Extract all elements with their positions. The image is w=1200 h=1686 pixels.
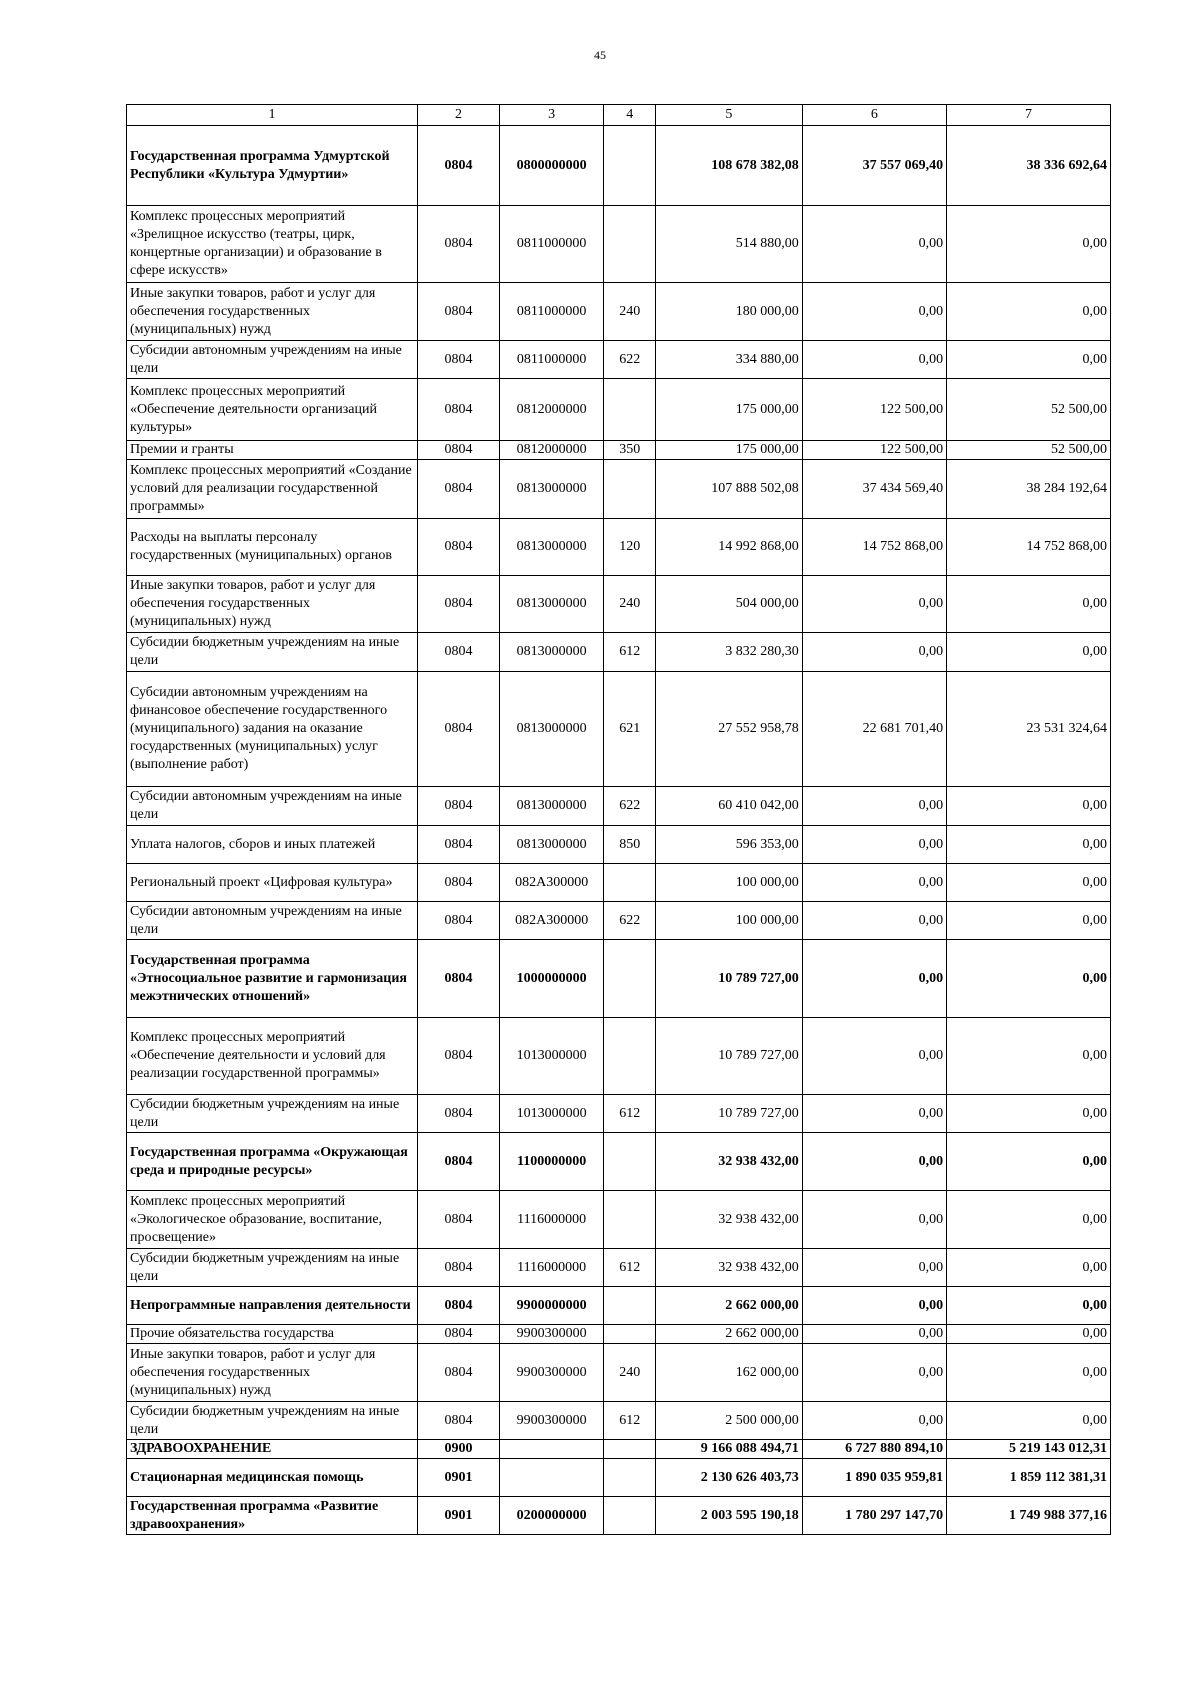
expense-type-cell — [604, 1325, 656, 1344]
amount-col5-cell: 10 789 727,00 — [656, 940, 803, 1018]
section-code-cell: 0804 — [417, 1095, 499, 1133]
section-code-cell: 0804 — [417, 1191, 499, 1249]
row-name-cell: Премии и гранты — [127, 441, 418, 460]
amount-col6-cell: 0,00 — [802, 1249, 946, 1287]
row-name-cell: Иные закупки товаров, работ и услуг для обеспечения государственных (муниципальных) нужд — [127, 283, 418, 341]
amount-col5-cell: 334 880,00 — [656, 341, 803, 379]
table-row — [127, 519, 1111, 576]
table-row — [127, 1287, 1111, 1325]
table-row — [127, 441, 1111, 460]
expense-type-cell: 612 — [604, 633, 656, 672]
target-code-cell: 0811000000 — [499, 206, 604, 283]
expense-type-cell: 120 — [604, 519, 656, 576]
row-name-cell: Государственная программа «Этносоциальное развитие и гармонизация межэтнических отношений» — [127, 940, 418, 1018]
expense-type-cell — [604, 1459, 656, 1497]
section-code-cell: 0804 — [417, 379, 499, 441]
section-code-cell: 0804 — [417, 1325, 499, 1344]
row-name-cell: Субсидии бюджетным учреждениям на иные цели — [127, 633, 418, 672]
expense-type-cell — [604, 1497, 656, 1535]
expense-type-cell: 612 — [604, 1095, 656, 1133]
section-code-cell: 0901 — [417, 1459, 499, 1497]
amount-col5-cell: 100 000,00 — [656, 864, 803, 902]
amount-col5-cell: 100 000,00 — [656, 902, 803, 940]
amount-col5-cell: 10 789 727,00 — [656, 1095, 803, 1133]
amount-col7-cell: 0,00 — [947, 787, 1111, 826]
target-code-cell: 1013000000 — [499, 1095, 604, 1133]
expense-type-cell: 622 — [604, 787, 656, 826]
target-code-cell: 0813000000 — [499, 633, 604, 672]
table-body — [127, 126, 1111, 1535]
section-code-cell: 0804 — [417, 940, 499, 1018]
amount-col5-cell: 162 000,00 — [656, 1344, 803, 1402]
row-name-cell: Субсидии автономным учреждениям на иные цели — [127, 902, 418, 940]
expense-type-cell: 612 — [604, 1402, 656, 1440]
amount-col5-cell: 2 003 595 190,18 — [656, 1497, 803, 1535]
amount-col5-cell: 27 552 958,78 — [656, 672, 803, 787]
section-code-cell: 0804 — [417, 826, 499, 864]
row-name-cell: Субсидии автономным учреждениям на иные цели — [127, 787, 418, 826]
amount-col7-cell: 0,00 — [947, 576, 1111, 633]
amount-col6-cell: 122 500,00 — [802, 441, 946, 460]
expense-type-cell: 612 — [604, 1249, 656, 1287]
section-code-cell: 0804 — [417, 206, 499, 283]
row-name-cell: Прочие обязательства государства — [127, 1325, 418, 1344]
amount-col7-cell: 23 531 324,64 — [947, 672, 1111, 787]
target-code-cell: 0813000000 — [499, 672, 604, 787]
row-name-cell: Комплекс процессных мероприятий «Обеспечение деятельности и условий для реализации государственной программы» — [127, 1018, 418, 1095]
table-row — [127, 126, 1111, 206]
table-row — [127, 460, 1111, 519]
amount-col7-cell: 5 219 143 012,31 — [947, 1440, 1111, 1459]
row-name-cell: Государственная программа «Окружающая среда и природные ресурсы» — [127, 1133, 418, 1191]
target-code-cell: 0813000000 — [499, 787, 604, 826]
expense-type-cell — [604, 379, 656, 441]
amount-col5-cell: 514 880,00 — [656, 206, 803, 283]
expense-type-cell — [604, 206, 656, 283]
row-name-cell: Субсидии бюджетным учреждениям на иные цели — [127, 1249, 418, 1287]
table-row — [127, 1018, 1111, 1095]
expense-type-cell — [604, 940, 656, 1018]
row-name-cell: Комплекс процессных мероприятий «Зрелищное искусство (театры, цирк, концертные организации) и образование в сфере искусств» — [127, 206, 418, 283]
target-code-cell: 0813000000 — [499, 576, 604, 633]
amount-col5-cell: 180 000,00 — [656, 283, 803, 341]
amount-col5-cell: 60 410 042,00 — [656, 787, 803, 826]
amount-col5-cell: 107 888 502,08 — [656, 460, 803, 519]
amount-col5-cell: 2 500 000,00 — [656, 1402, 803, 1440]
row-name-cell: Комплекс процессных мероприятий «Экологическое образование, воспитание, просвещение» — [127, 1191, 418, 1249]
table-row — [127, 672, 1111, 787]
amount-col6-cell: 122 500,00 — [802, 379, 946, 441]
target-code-cell: 9900300000 — [499, 1402, 604, 1440]
section-code-cell: 0804 — [417, 787, 499, 826]
target-code-cell: 0800000000 — [499, 126, 604, 206]
amount-col6-cell: 0,00 — [802, 787, 946, 826]
table-row — [127, 864, 1111, 902]
amount-col5-cell: 596 353,00 — [656, 826, 803, 864]
row-name-cell: Субсидии автономным учреждениям на иные цели — [127, 341, 418, 379]
amount-col5-cell: 2 662 000,00 — [656, 1287, 803, 1325]
section-code-cell: 0804 — [417, 441, 499, 460]
expense-type-cell: 850 — [604, 826, 656, 864]
row-name-cell: Субсидии бюджетным учреждениям на иные цели — [127, 1095, 418, 1133]
row-name-cell: Комплекс процессных мероприятий «Создание условий для реализации государственной программы» — [127, 460, 418, 519]
amount-col7-cell: 0,00 — [947, 341, 1111, 379]
amount-col6-cell: 1 780 297 147,70 — [802, 1497, 946, 1535]
amount-col5-cell: 32 938 432,00 — [656, 1191, 803, 1249]
target-code-cell: 0813000000 — [499, 826, 604, 864]
amount-col7-cell: 52 500,00 — [947, 379, 1111, 441]
amount-col5-cell: 9 166 088 494,71 — [656, 1440, 803, 1459]
amount-col6-cell: 22 681 701,40 — [802, 672, 946, 787]
amount-col7-cell: 14 752 868,00 — [947, 519, 1111, 576]
table-row — [127, 1191, 1111, 1249]
table-row — [127, 379, 1111, 441]
expense-type-cell — [604, 1133, 656, 1191]
target-code-cell: 0811000000 — [499, 341, 604, 379]
table-row — [127, 902, 1111, 940]
amount-col6-cell: 0,00 — [802, 633, 946, 672]
row-name-cell: Уплата налогов, сборов и иных платежей — [127, 826, 418, 864]
table-row — [127, 787, 1111, 826]
amount-col5-cell: 504 000,00 — [656, 576, 803, 633]
target-code-cell: 1100000000 — [499, 1133, 604, 1191]
header-cell: 2 — [417, 105, 499, 126]
section-code-cell: 0804 — [417, 460, 499, 519]
amount-col6-cell: 6 727 880 894,10 — [802, 1440, 946, 1459]
table-row — [127, 1325, 1111, 1344]
header-cell: 5 — [656, 105, 803, 126]
amount-col5-cell: 175 000,00 — [656, 379, 803, 441]
row-name-cell: Непрограммные направления деятельности — [127, 1287, 418, 1325]
amount-col6-cell: 0,00 — [802, 206, 946, 283]
amount-col6-cell: 1 890 035 959,81 — [802, 1459, 946, 1497]
section-code-cell: 0804 — [417, 576, 499, 633]
section-code-cell: 0900 — [417, 1440, 499, 1459]
amount-col5-cell: 2 662 000,00 — [656, 1325, 803, 1344]
expense-type-cell — [604, 864, 656, 902]
row-name-cell: Субсидии автономным учреждениям на финансовое обеспечение государственного (муниципального) задания на оказание государственных (муниципальных) услуг (выполнение работ) — [127, 672, 418, 787]
target-code-cell: 0812000000 — [499, 441, 604, 460]
amount-col6-cell: 0,00 — [802, 1133, 946, 1191]
target-code-cell: 1000000000 — [499, 940, 604, 1018]
header-cell: 4 — [604, 105, 656, 126]
row-name-cell: Иные закупки товаров, работ и услуг для обеспечения государственных (муниципальных) нужд — [127, 1344, 418, 1402]
amount-col6-cell: 0,00 — [802, 826, 946, 864]
target-code-cell — [499, 1440, 604, 1459]
row-name-cell: Иные закупки товаров, работ и услуг для обеспечения государственных (муниципальных) нужд — [127, 576, 418, 633]
section-code-cell: 0804 — [417, 1402, 499, 1440]
section-code-cell: 0804 — [417, 902, 499, 940]
header-row — [127, 105, 1111, 126]
table-row — [127, 1249, 1111, 1287]
table-row — [127, 1459, 1111, 1497]
expense-type-cell: 621 — [604, 672, 656, 787]
amount-col6-cell: 0,00 — [802, 1344, 946, 1402]
target-code-cell: 1116000000 — [499, 1191, 604, 1249]
amount-col5-cell: 3 832 280,30 — [656, 633, 803, 672]
target-code-cell: 9900300000 — [499, 1325, 604, 1344]
amount-col5-cell: 108 678 382,08 — [656, 126, 803, 206]
target-code-cell: 0812000000 — [499, 379, 604, 441]
amount-col6-cell: 37 434 569,40 — [802, 460, 946, 519]
amount-col6-cell: 0,00 — [802, 940, 946, 1018]
amount-col7-cell: 0,00 — [947, 940, 1111, 1018]
amount-col7-cell: 52 500,00 — [947, 441, 1111, 460]
table-row — [127, 1440, 1111, 1459]
budget-table — [126, 104, 1111, 1535]
row-name-cell: Расходы на выплаты персоналу государственных (муниципальных) органов — [127, 519, 418, 576]
expense-type-cell: 622 — [604, 902, 656, 940]
amount-col7-cell: 0,00 — [947, 864, 1111, 902]
amount-col6-cell: 0,00 — [802, 864, 946, 902]
page-number: 45 — [594, 48, 606, 62]
amount-col7-cell: 0,00 — [947, 902, 1111, 940]
amount-col7-cell: 0,00 — [947, 1133, 1111, 1191]
target-code-cell: 082A300000 — [499, 902, 604, 940]
amount-col6-cell: 0,00 — [802, 1325, 946, 1344]
section-code-cell: 0804 — [417, 519, 499, 576]
header-cell: 6 — [802, 105, 946, 126]
table-row — [127, 1497, 1111, 1535]
amount-col5-cell: 2 130 626 403,73 — [656, 1459, 803, 1497]
amount-col6-cell: 0,00 — [802, 902, 946, 940]
amount-col7-cell: 0,00 — [947, 1249, 1111, 1287]
amount-col7-cell: 0,00 — [947, 1191, 1111, 1249]
target-code-cell: 0813000000 — [499, 519, 604, 576]
amount-col7-cell: 0,00 — [947, 1095, 1111, 1133]
amount-col7-cell: 0,00 — [947, 206, 1111, 283]
row-name-cell: Комплекс процессных мероприятий «Обеспечение деятельности организаций культуры» — [127, 379, 418, 441]
amount-col5-cell: 32 938 432,00 — [656, 1249, 803, 1287]
amount-col5-cell: 175 000,00 — [656, 441, 803, 460]
section-code-cell: 0804 — [417, 341, 499, 379]
section-code-cell: 0804 — [417, 864, 499, 902]
target-code-cell: 9900300000 — [499, 1344, 604, 1402]
target-code-cell: 0813000000 — [499, 460, 604, 519]
amount-col6-cell: 37 557 069,40 — [802, 126, 946, 206]
target-code-cell: 1116000000 — [499, 1249, 604, 1287]
expense-type-cell — [604, 1440, 656, 1459]
expense-type-cell: 240 — [604, 283, 656, 341]
amount-col6-cell: 0,00 — [802, 1191, 946, 1249]
amount-col7-cell: 38 336 692,64 — [947, 126, 1111, 206]
target-code-cell: 0200000000 — [499, 1497, 604, 1535]
amount-col5-cell: 14 992 868,00 — [656, 519, 803, 576]
table-row — [127, 826, 1111, 864]
row-name-cell: Государственная программа Удмуртской Республики «Культура Удмуртии» — [127, 126, 418, 206]
table-row — [127, 1095, 1111, 1133]
expense-type-cell: 240 — [604, 1344, 656, 1402]
amount-col7-cell: 0,00 — [947, 1402, 1111, 1440]
amount-col6-cell: 0,00 — [802, 1402, 946, 1440]
expense-type-cell — [604, 460, 656, 519]
target-code-cell: 1013000000 — [499, 1018, 604, 1095]
target-code-cell: 9900000000 — [499, 1287, 604, 1325]
amount-col7-cell: 0,00 — [947, 826, 1111, 864]
row-name-cell: ЗДРАВООХРАНЕНИЕ — [127, 1440, 418, 1459]
section-code-cell: 0901 — [417, 1497, 499, 1535]
table-row — [127, 1344, 1111, 1402]
section-code-cell: 0804 — [417, 1018, 499, 1095]
expense-type-cell — [604, 126, 656, 206]
section-code-cell: 0804 — [417, 1344, 499, 1402]
header-cell: 1 — [127, 105, 418, 126]
expense-type-cell: 350 — [604, 441, 656, 460]
amount-col6-cell: 0,00 — [802, 1287, 946, 1325]
row-name-cell: Государственная программа «Развитие здравоохранения» — [127, 1497, 418, 1535]
amount-col7-cell: 0,00 — [947, 1325, 1111, 1344]
amount-col6-cell: 0,00 — [802, 341, 946, 379]
table-row — [127, 1402, 1111, 1440]
amount-col7-cell: 38 284 192,64 — [947, 460, 1111, 519]
expense-type-cell: 240 — [604, 576, 656, 633]
amount-col6-cell: 0,00 — [802, 1095, 946, 1133]
table-row — [127, 283, 1111, 341]
table-row — [127, 1133, 1111, 1191]
section-code-cell: 0804 — [417, 1249, 499, 1287]
section-code-cell: 0804 — [417, 283, 499, 341]
expense-type-cell: 622 — [604, 341, 656, 379]
amount-col5-cell: 10 789 727,00 — [656, 1018, 803, 1095]
amount-col7-cell: 0,00 — [947, 1018, 1111, 1095]
section-code-cell: 0804 — [417, 672, 499, 787]
section-code-cell: 0804 — [417, 1287, 499, 1325]
amount-col7-cell: 0,00 — [947, 633, 1111, 672]
header-cell: 3 — [499, 105, 604, 126]
row-name-cell: Субсидии бюджетным учреждениям на иные цели — [127, 1402, 418, 1440]
amount-col7-cell: 1 859 112 381,31 — [947, 1459, 1111, 1497]
table-row — [127, 576, 1111, 633]
section-code-cell: 0804 — [417, 126, 499, 206]
row-name-cell: Региональный проект «Цифровая культура» — [127, 864, 418, 902]
amount-col6-cell: 14 752 868,00 — [802, 519, 946, 576]
amount-col7-cell: 0,00 — [947, 283, 1111, 341]
row-name-cell: Стационарная медицинская помощь — [127, 1459, 418, 1497]
amount-col7-cell: 1 749 988 377,16 — [947, 1497, 1111, 1535]
amount-col6-cell: 0,00 — [802, 1018, 946, 1095]
expense-type-cell — [604, 1191, 656, 1249]
table-row — [127, 206, 1111, 283]
amount-col5-cell: 32 938 432,00 — [656, 1133, 803, 1191]
header-cell: 7 — [947, 105, 1111, 126]
amount-col6-cell: 0,00 — [802, 576, 946, 633]
table-row — [127, 633, 1111, 672]
target-code-cell: 082A300000 — [499, 864, 604, 902]
target-code-cell — [499, 1459, 604, 1497]
amount-col7-cell: 0,00 — [947, 1344, 1111, 1402]
expense-type-cell — [604, 1018, 656, 1095]
expense-type-cell — [604, 1287, 656, 1325]
table-row — [127, 940, 1111, 1018]
target-code-cell: 0811000000 — [499, 283, 604, 341]
amount-col6-cell: 0,00 — [802, 283, 946, 341]
section-code-cell: 0804 — [417, 1133, 499, 1191]
amount-col7-cell: 0,00 — [947, 1287, 1111, 1325]
section-code-cell: 0804 — [417, 633, 499, 672]
table-row — [127, 341, 1111, 379]
